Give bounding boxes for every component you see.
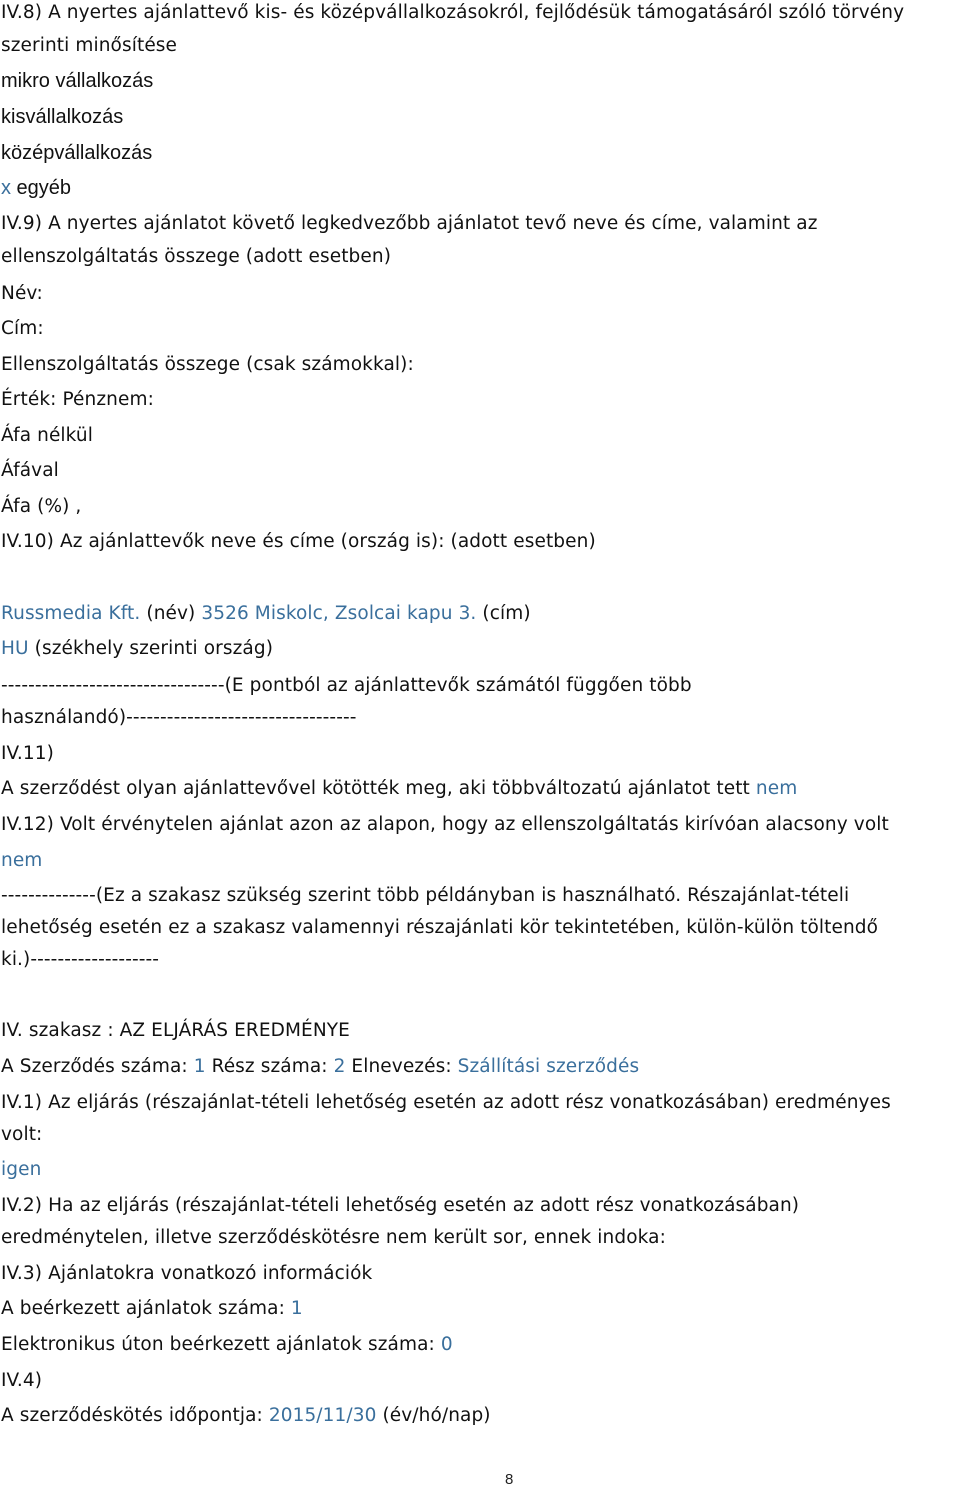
received-bids-line <box>1 1297 303 1321</box>
bidder-address: 3526 Miskolc, Zsolcai kapu 3. <box>201 603 477 624</box>
section-iv9-heading-cont: ellenszolgáltatás összege (adott esetben) <box>1 246 392 267</box>
section-iv-title: IV. szakasz : AZ ELJÁRÁS EREDMÉNYE <box>1 1020 350 1041</box>
section-iv3-heading: IV.3) Ajánlatokra vonatkozó információk <box>1 1263 373 1284</box>
contract-date: 2015/11/30 <box>268 1405 377 1426</box>
contract-number-label: A Szerződés száma: <box>1 1056 194 1077</box>
procedure-successful-answer: igen <box>1 1159 42 1180</box>
separator-note: ---------------------------------(E pontból az ajánlattevők számától függően több <box>1 675 692 696</box>
contract-number: 1 <box>193 1056 206 1077</box>
abnormally-low-answer: nem <box>1 850 43 871</box>
bidder-name: Russmedia Kft. <box>1 603 141 624</box>
contract-date-line <box>1 1404 491 1428</box>
option-other <box>1 176 71 200</box>
received-bids-count: 1 <box>290 1298 303 1319</box>
section-iv8-heading-cont: szerinti minősítése <box>1 35 178 56</box>
section-iv4-heading: IV.4) <box>1 1370 43 1391</box>
bidder-country-suffix: (székhely szerinti ország) <box>28 638 274 659</box>
electronic-bids-label: Elektronikus úton beérkezett ajánlatok száma: <box>1 1334 441 1355</box>
section-repeat-note: --------------(Ez a szakasz szükség szerint több példányban is használható. Részajánlat-tételi <box>1 885 850 906</box>
variant-bid-question <box>1 777 797 801</box>
option-other-label: egyéb <box>11 177 72 199</box>
section-iv12-heading: IV.12) Volt érvénytelen ajánlat azon az alapon, hogy az ellenszolgáltatás kirívóan alacsony volt <box>1 814 889 835</box>
contract-date-format: (év/hó/nap) <box>376 1405 491 1426</box>
section-repeat-note-cont: lehetőség esetén ez a szakasz valamennyi részajánlati kör tekintetében, külön-külön töltendő <box>1 917 879 938</box>
electronic-bids-count: 0 <box>440 1334 453 1355</box>
separator-note-cont: használandó)---------------------------------- <box>1 707 357 728</box>
field-without-vat-label: Áfa nélkül <box>1 425 93 446</box>
field-name-label: Név: <box>1 283 43 304</box>
section-iv1-heading: IV.1) Az eljárás (részajánlat-tételi lehetőség esetén az adott rész vonatkozásában) eredményes <box>1 1092 891 1113</box>
section-repeat-note-end: ki.)------------------- <box>1 949 160 970</box>
bidder-name-suffix: (név) <box>140 603 202 624</box>
contract-name-label: Elnevezés: <box>345 1056 458 1077</box>
part-number: 2 <box>333 1056 346 1077</box>
part-number-label: Rész száma: <box>205 1056 334 1077</box>
option-micro: mikro vállalkozás <box>1 70 154 92</box>
contract-date-label: A szerződéskötés időpontja: <box>1 1405 269 1426</box>
bidder-country: HU <box>1 638 29 659</box>
electronic-bids-line <box>1 1333 453 1357</box>
field-value-currency-label: Érték: Pénznem: <box>1 389 154 410</box>
section-iv8-heading: IV.8) A nyertes ajánlattevő kis- és középvállalkozásokról, fejlődésük támogatásáról szóló törvény <box>1 2 905 23</box>
contract-name: Szállítási szerződés <box>457 1056 640 1077</box>
field-address-label: Cím: <box>1 318 44 339</box>
bidder-address-suffix: (cím) <box>476 603 531 624</box>
variant-bid-text: A szerződést olyan ajánlattevővel kötötték meg, aki többváltozatú ajánlatot tett <box>1 778 756 799</box>
received-bids-label: A beérkezett ajánlatok száma: <box>1 1298 291 1319</box>
bidder-entry <box>1 602 531 626</box>
field-with-vat-label: Áfával <box>1 460 59 481</box>
option-medium: középvállalkozás <box>1 142 153 164</box>
page-number: 8 <box>505 1471 514 1488</box>
option-small: kisvállalkozás <box>1 106 124 128</box>
section-iv9-heading: IV.9) A nyertes ajánlatot követő legkedvezőbb ajánlatot tevő neve és címe, valamint az <box>1 213 818 234</box>
contract-info-line <box>1 1055 639 1079</box>
section-iv10-heading: IV.10) Az ajánlattevők neve és címe (ország is): (adott esetben) <box>1 531 596 552</box>
variant-bid-answer: nem <box>755 778 798 799</box>
field-amount-label: Ellenszolgáltatás összege (csak számokkal): <box>1 354 414 375</box>
section-iv2-heading: IV.2) Ha az eljárás (részajánlat-tételi lehetőség esetén az adott rész vonatkozásában) <box>1 1195 800 1216</box>
field-vat-percent-label: Áfa (%) , <box>1 496 82 517</box>
bidder-country-line <box>1 637 273 661</box>
section-iv1-heading-cont: volt: <box>1 1124 43 1145</box>
option-other-mark: x <box>1 177 11 199</box>
section-iv11-heading: IV.11) <box>1 743 54 764</box>
section-iv2-heading-cont: eredménytelen, illetve szerződéskötésre nem került sor, ennek indoka: <box>1 1227 666 1248</box>
